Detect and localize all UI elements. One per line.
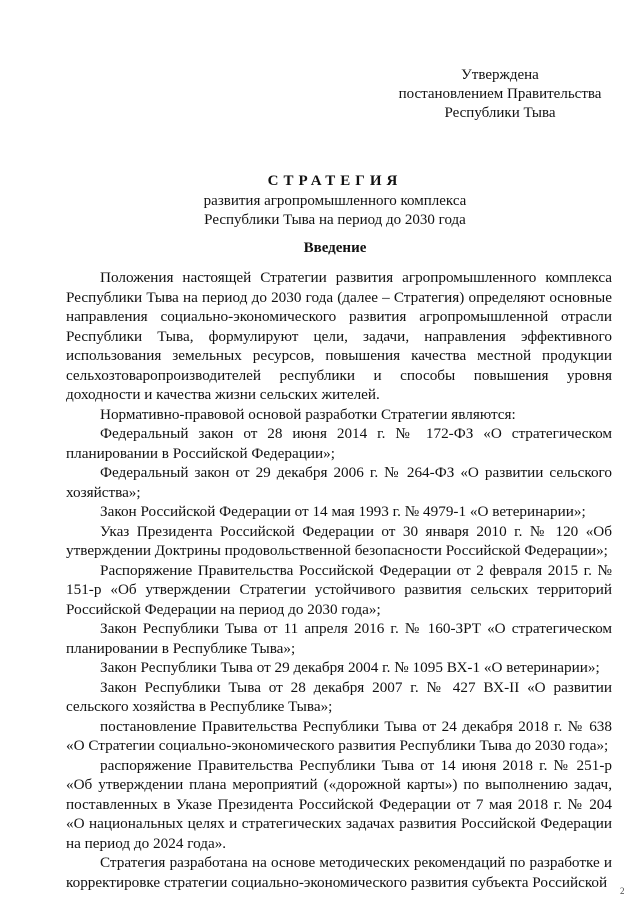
paragraph: Закон Российской Федерации от 14 мая 1993 г. № 4979-1 «О ветеринарии»; (100, 503, 586, 520)
approval-line-1: Утверждена (461, 67, 539, 83)
document-subtitle-2: Республики Тыва на период до 2030 года (204, 212, 466, 228)
paragraph: Нормативно-правовой основой разработки Стратегии являются: (100, 405, 516, 423)
document-title: СТРАТЕГИЯ (267, 173, 403, 189)
paragraph: постановление Правительства Республики Тыва от 24 декабря 2018 г. № 638 «О Стратегии социально-экономического развития Республики Тыва до 2030 года»; (66, 717, 612, 754)
paragraph: Федеральный закон от 28 июня 2014 г. № 172-ФЗ «О стратегическом планировании в Российской Федерации»; (66, 425, 612, 462)
paragraph: Закон Республики Тыва от 28 декабря 2007 г. № 427 ВХ-II «О развитии сельского хозяйства в Республике Тыва»; (66, 678, 612, 715)
paragraph: Федеральный закон от 29 декабря 2006 г. № 264-ФЗ «О развитии сельского хозяйства»; (66, 464, 612, 501)
paragraph: Закон Республики Тыва от 29 декабря 2004 г. № 1095 ВХ-1 «О ветеринарии»; (100, 659, 600, 676)
document-body (66, 268, 612, 892)
paragraph: Распоряжение Правительства Российской Федерации от 2 февраля 2015 г. № 151-р «Об утверждении Стратегии устойчивого развития сельских территорий Российской Федерации на период до 2030 года»; (66, 561, 612, 618)
paragraph: Закон Республики Тыва от 11 апреля 2016 г. № 160-ЗРТ «О стратегическом планировании в Республике Тыва»; (66, 620, 612, 657)
section-heading-introduction: Введение (303, 240, 367, 256)
paragraph: Указ Президента Российской Федерации от 30 января 2010 г. № 120 «Об утверждении Доктрины продовольственной безопасности Российской Федерации»; (66, 522, 612, 559)
paragraph: Стратегия разработана на основе методических рекомендаций по разработке и корректировке стратегии социально-экономического развития субъекта Российской (66, 854, 612, 891)
paragraph: Положения настоящей Стратегии развития агропромышленного комплекса Республики Тыва на период до 2030 года (далее – Стратегия) определяют основные направления социально-экономического развития агропромышленной отрасли Республики Тыва, формулируют цели, задачи, направления эффективного использования земельных ресурсов, повышения качества местной продукции сельхозтоваропроизводителей республики и способы повышения уровня доходности и качества жизни сельских жителей. (66, 269, 612, 403)
approval-line-2: постановлением Правительства (398, 86, 602, 102)
approval-line-3: Республики Тыва (444, 105, 556, 121)
document-title-block (40, 172, 630, 230)
page-number: 2 (620, 886, 625, 896)
approval-stamp (380, 66, 620, 123)
document-subtitle-1: развития агропромышленного комплекса (203, 193, 467, 209)
paragraph: распоряжение Правительства Республики Тыва от 14 июня 2018 г. № 251-р «Об утверждении плана мероприятий («дорожной карты») по выполнению задач, поставленных в Указе Президента Российской Федерации от 7 мая 2018 г. № 204 «О национальных целях и стратегических задачах развития Российской Федерации на период до 2024 года». (66, 756, 612, 852)
